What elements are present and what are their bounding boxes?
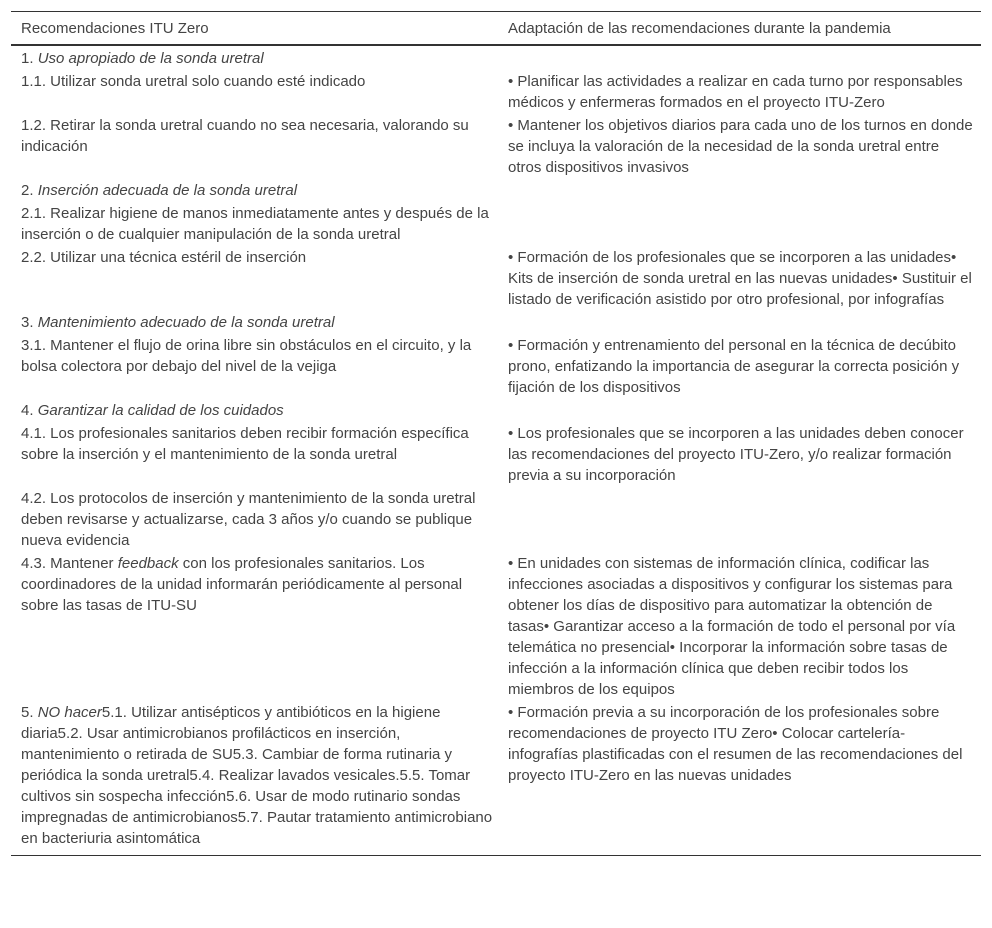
adaptation-cell: • Planificar las actividades a realizar en cada turno por responsables médicos y enfermeras formados en el proyecto ITU-Zero <box>508 73 963 111</box>
adaptation-cell: • Formación y entrenamiento del personal en la técnica de decúbito prono, enfatizando la importancia de asegurar la correcta posición y fijación de los dispositivos <box>508 337 960 396</box>
adaptation-cell <box>498 488 981 551</box>
table-row <box>11 115 981 178</box>
adaptation-cell: • Formación de los profesionales que se incorporen a las unidades• Kits de inserción de sonda uretral en las nuevas unidades• Sustituir el listado de verificación asistido por otro profesional, por infografías <box>508 249 972 308</box>
header-recommendations: Recomendaciones ITU Zero <box>21 19 209 37</box>
recommendations-table <box>11 11 981 856</box>
recommendation-cell: 1.1. Utilizar sonda uretral solo cuando esté indicado <box>21 73 366 90</box>
table-row <box>11 335 981 398</box>
table-row <box>11 203 981 245</box>
recommendation-cell: 4.1. Los profesionales sanitarios deben recibir formación específica sobre la inserción y el mantenimiento de la sonda uretral <box>21 425 469 463</box>
adaptation-cell: • En unidades con sistemas de información clínica, codificar las infecciones asociadas a dispositivos y configurar los sistemas para obtener los días de dispositivo para automatizar la obtención de tasas• Garantizar acceso a la formación de todo el personal por vía telemática no presencial• Incorporar la información sobre tasas de infección a la información clínica que deben recibir todos los miembros de los equipos <box>508 555 956 698</box>
section-title <box>11 48 981 69</box>
recommendation-cell: 2.2. Utilizar una técnica estéril de inserción <box>21 249 307 266</box>
adaptation-cell: • Mantener los objetivos diarios para cada uno de los turnos en donde se incluya la valoración de la necesidad de la sonda uretral entre otros dispositivos invasivos <box>508 117 973 176</box>
section-title-text: Mantenimiento adecuado de la sonda uretral <box>37 314 335 331</box>
section-number: 1. <box>21 50 38 67</box>
section-number: 2. <box>21 182 38 199</box>
section-title <box>11 180 981 201</box>
section-title-text: Inserción adecuada de la sonda uretral <box>37 182 298 199</box>
adaptation-cell: • Formación previa a su incorporación de los profesionales sobre recomendaciones de proyecto ITU Zero• Colocar cartelería-infografías plastificadas con el resumen de las recomendaciones del proyecto ITU-Zero en las nuevas unidades <box>508 704 963 784</box>
adaptation-cell <box>498 203 981 245</box>
section-title-text: NO hacer <box>37 704 102 721</box>
recommendation-cell: 2.1. Realizar higiene de manos inmediatamente antes y después de la inserción o de cualquier manipulación de la sonda uretral <box>21 205 489 243</box>
section-title-text: Uso apropiado de la sonda uretral <box>37 50 264 67</box>
table-row <box>11 553 981 700</box>
adaptation-cell: • Los profesionales que se incorporen a las unidades deben conocer las recomendaciones del proyecto ITU-Zero, y/o realizar formación previa a su incorporación <box>508 425 964 484</box>
header-adaptation: Adaptación de las recomendaciones durante la pandemia <box>508 19 891 37</box>
table-row <box>11 71 981 113</box>
recommendation-cell: 4.2. Los protocolos de inserción y mantenimiento de la sonda uretral deben revisarse y actualizarse, cada 3 años y/o cuando se publique nueva evidencia <box>21 490 476 549</box>
section-title-text: Garantizar la calidad de los cuidados <box>37 402 284 419</box>
table-row <box>11 488 981 551</box>
section-number: 3. <box>21 314 38 331</box>
section-number: 5. <box>21 704 38 721</box>
table-row <box>11 702 981 849</box>
feedback-term: feedback <box>117 555 179 572</box>
recommendation-cell: 1.2. Retirar la sonda uretral cuando no sea necesaria, valorando su indicación <box>21 117 469 155</box>
section-title <box>11 400 981 421</box>
section-title <box>11 312 981 333</box>
table-header <box>11 12 981 46</box>
table-row <box>11 423 981 486</box>
table-body <box>11 46 981 855</box>
recommendation-cell: 5. NO hacer5.1. Utilizar antisépticos y antibióticos en la higiene diaria5.2. Usar antimicrobianos profilácticos en inserción, mantenimiento o retirada de SU5.3. Cambiar de forma rutinaria y periódica la sonda uretral5.4. Realizar lavados vesicales.5.5. Tomar cultivos sin sospecha infección5.6. Usar de modo rutinario sondas impregnadas de antimicrobianos5.7. Pautar tratamiento antimicrobiano en bacteriuria asintomática <box>21 704 493 847</box>
section-number: 4. <box>21 402 38 419</box>
recommendation-cell: 3.1. Mantener el flujo de orina libre sin obstáculos en el circuito, y la bolsa colectora por debajo del nivel de la vejiga <box>21 337 472 375</box>
recommendation-cell: 4.3. Mantener feedback con los profesionales sanitarios. Los coordinadores de la unidad informarán periódicamente al personal sobre las tasas de ITU-SU <box>21 555 463 614</box>
table-row <box>11 247 981 310</box>
